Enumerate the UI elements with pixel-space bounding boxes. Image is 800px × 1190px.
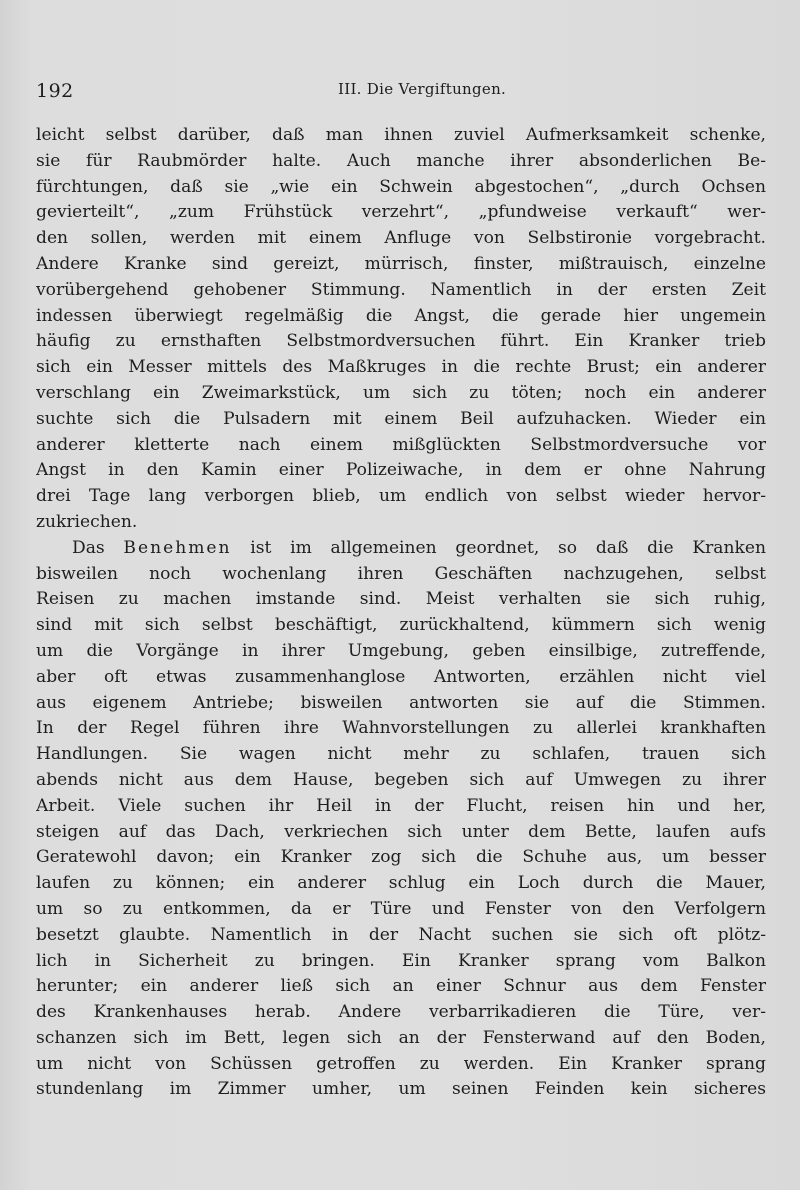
text-line: laufen zu können; ein anderer schlug ein Loch durch die Mauer, — [36, 873, 766, 894]
text-line: fürchtungen, daß sie „wie ein Schwein abgestochen“, „durch Ochsen — [36, 176, 766, 197]
running-head: III. Die Vergiftungen. — [338, 80, 507, 98]
text-line: Angst in den Kamin einer Polizeiwache, in dem er ohne Nahrung — [36, 460, 766, 481]
text-line: um so zu entkommen, da er Türe und Fenster von den Verfolgern — [36, 898, 766, 919]
text-line: In der Regel führen ihre Wahnvorstellungen zu allerlei krankhaften — [36, 718, 766, 739]
page-number: 192 — [36, 80, 74, 102]
text-line: Geratewohl davon; ein Kranker zog sich die Schuhe aus, um besser — [36, 847, 766, 868]
text-line: schanzen sich im Bett, legen sich an der Fensterwand auf den Boden, — [36, 1027, 766, 1048]
page-header — [36, 80, 766, 106]
text-line: vorübergehend gehobener Stimmung. Namentlich in der ersten Zeit — [36, 279, 766, 300]
text-line: besetzt glaubte. Namentlich in der Nacht suchen sie sich oft plötz- — [36, 924, 766, 945]
emphasized-term: Benehmen — [123, 537, 232, 558]
text-line: gevierteilt“, „zum Frühstück verzehrt“, „pfundweise verkauft“ wer- — [36, 202, 766, 223]
text-line: drei Tage lang verborgen blieb, um endlich von selbst wieder hervor- — [36, 486, 766, 507]
text-line: suchte sich die Pulsadern mit einem Beil aufzuhacken. Wieder ein — [36, 408, 766, 429]
text-line — [36, 536, 766, 562]
paragraph-1 — [36, 123, 766, 536]
paragraph-2 — [36, 536, 766, 1104]
text-line: sie für Raubmörder halte. Auch manche ihrer absonderlichen Be- — [36, 150, 766, 171]
text-line: steigen auf das Dach, verkriechen sich unter dem Bette, laufen aufs — [36, 821, 766, 842]
text-line: zukriechen. — [36, 511, 138, 532]
text-line: bisweilen noch wochenlang ihren Geschäften nachzugehen, selbst — [36, 563, 766, 584]
line-start: Das — [72, 537, 105, 558]
text-line: den sollen, werden mit einem Anfluge von Selbstironie vorgebracht. — [36, 228, 766, 249]
text-line: herunter; ein anderer ließ sich an einer Schnur aus dem Fenster — [36, 976, 766, 997]
text-line: Reisen zu machen imstande sind. Meist verhalten sie sich ruhig, — [36, 589, 766, 610]
text-line: aber oft etwas zusammenhanglose Antworten, erzählen nicht viel — [36, 666, 766, 687]
text-line: häufig zu ernsthaften Selbstmordversuchen führt. Ein Kranker trieb — [36, 331, 766, 352]
text-line: lich in Sicherheit zu bringen. Ein Kranker sprang vom Balkon — [36, 950, 766, 971]
text-line: sich ein Messer mittels des Maßkruges in die rechte Brust; ein anderer — [36, 357, 766, 378]
text-line: Handlungen. Sie wagen nicht mehr zu schlafen, trauen sich — [36, 744, 766, 765]
text-line: leicht selbst darüber, daß man ihnen zuviel Aufmerksamkeit schenke, — [36, 125, 766, 145]
text-line: verschlang ein Zweimarkstück, um sich zu töten; noch ein anderer — [36, 382, 766, 403]
text-line: des Krankenhauses herab. Andere verbarrikadieren die Türe, ver- — [36, 1002, 766, 1023]
text-line: um die Vorgänge in ihrer Umgebung, geben einsilbige, zutreffende, — [36, 640, 766, 661]
text-line: sind mit sich selbst beschäftigt, zurückhaltend, kümmern sich wenig — [36, 615, 766, 636]
text-line: stundenlang im Zimmer umher, um seinen Feinden kein sicheres — [36, 1079, 766, 1100]
text-line: Andere Kranke sind gereizt, mürrisch, finster, mißtrauisch, einzelne — [36, 253, 766, 274]
text-line: aus eigenem Antriebe; bisweilen antworten sie auf die Stimmen. — [36, 692, 766, 713]
text-line: anderer kletterte nach einem mißglückten Selbstmordversuche vor — [36, 434, 766, 455]
text-line: um nicht von Schüssen getroffen zu werden. Ein Kranker sprang — [36, 1053, 766, 1074]
text-line: Arbeit. Viele suchen ihr Heil in der Flucht, reisen hin und her, — [36, 795, 766, 816]
body-text — [36, 123, 766, 1103]
text-line: indessen überwiegt regelmäßig die Angst, die gerade hier ungemein — [36, 305, 766, 326]
line-rest: ist im allgemeinen geordnet, so daß die Kranken — [250, 537, 766, 558]
text-line: abends nicht aus dem Hause, begeben sich auf Umwegen zu ihrer — [36, 769, 766, 790]
